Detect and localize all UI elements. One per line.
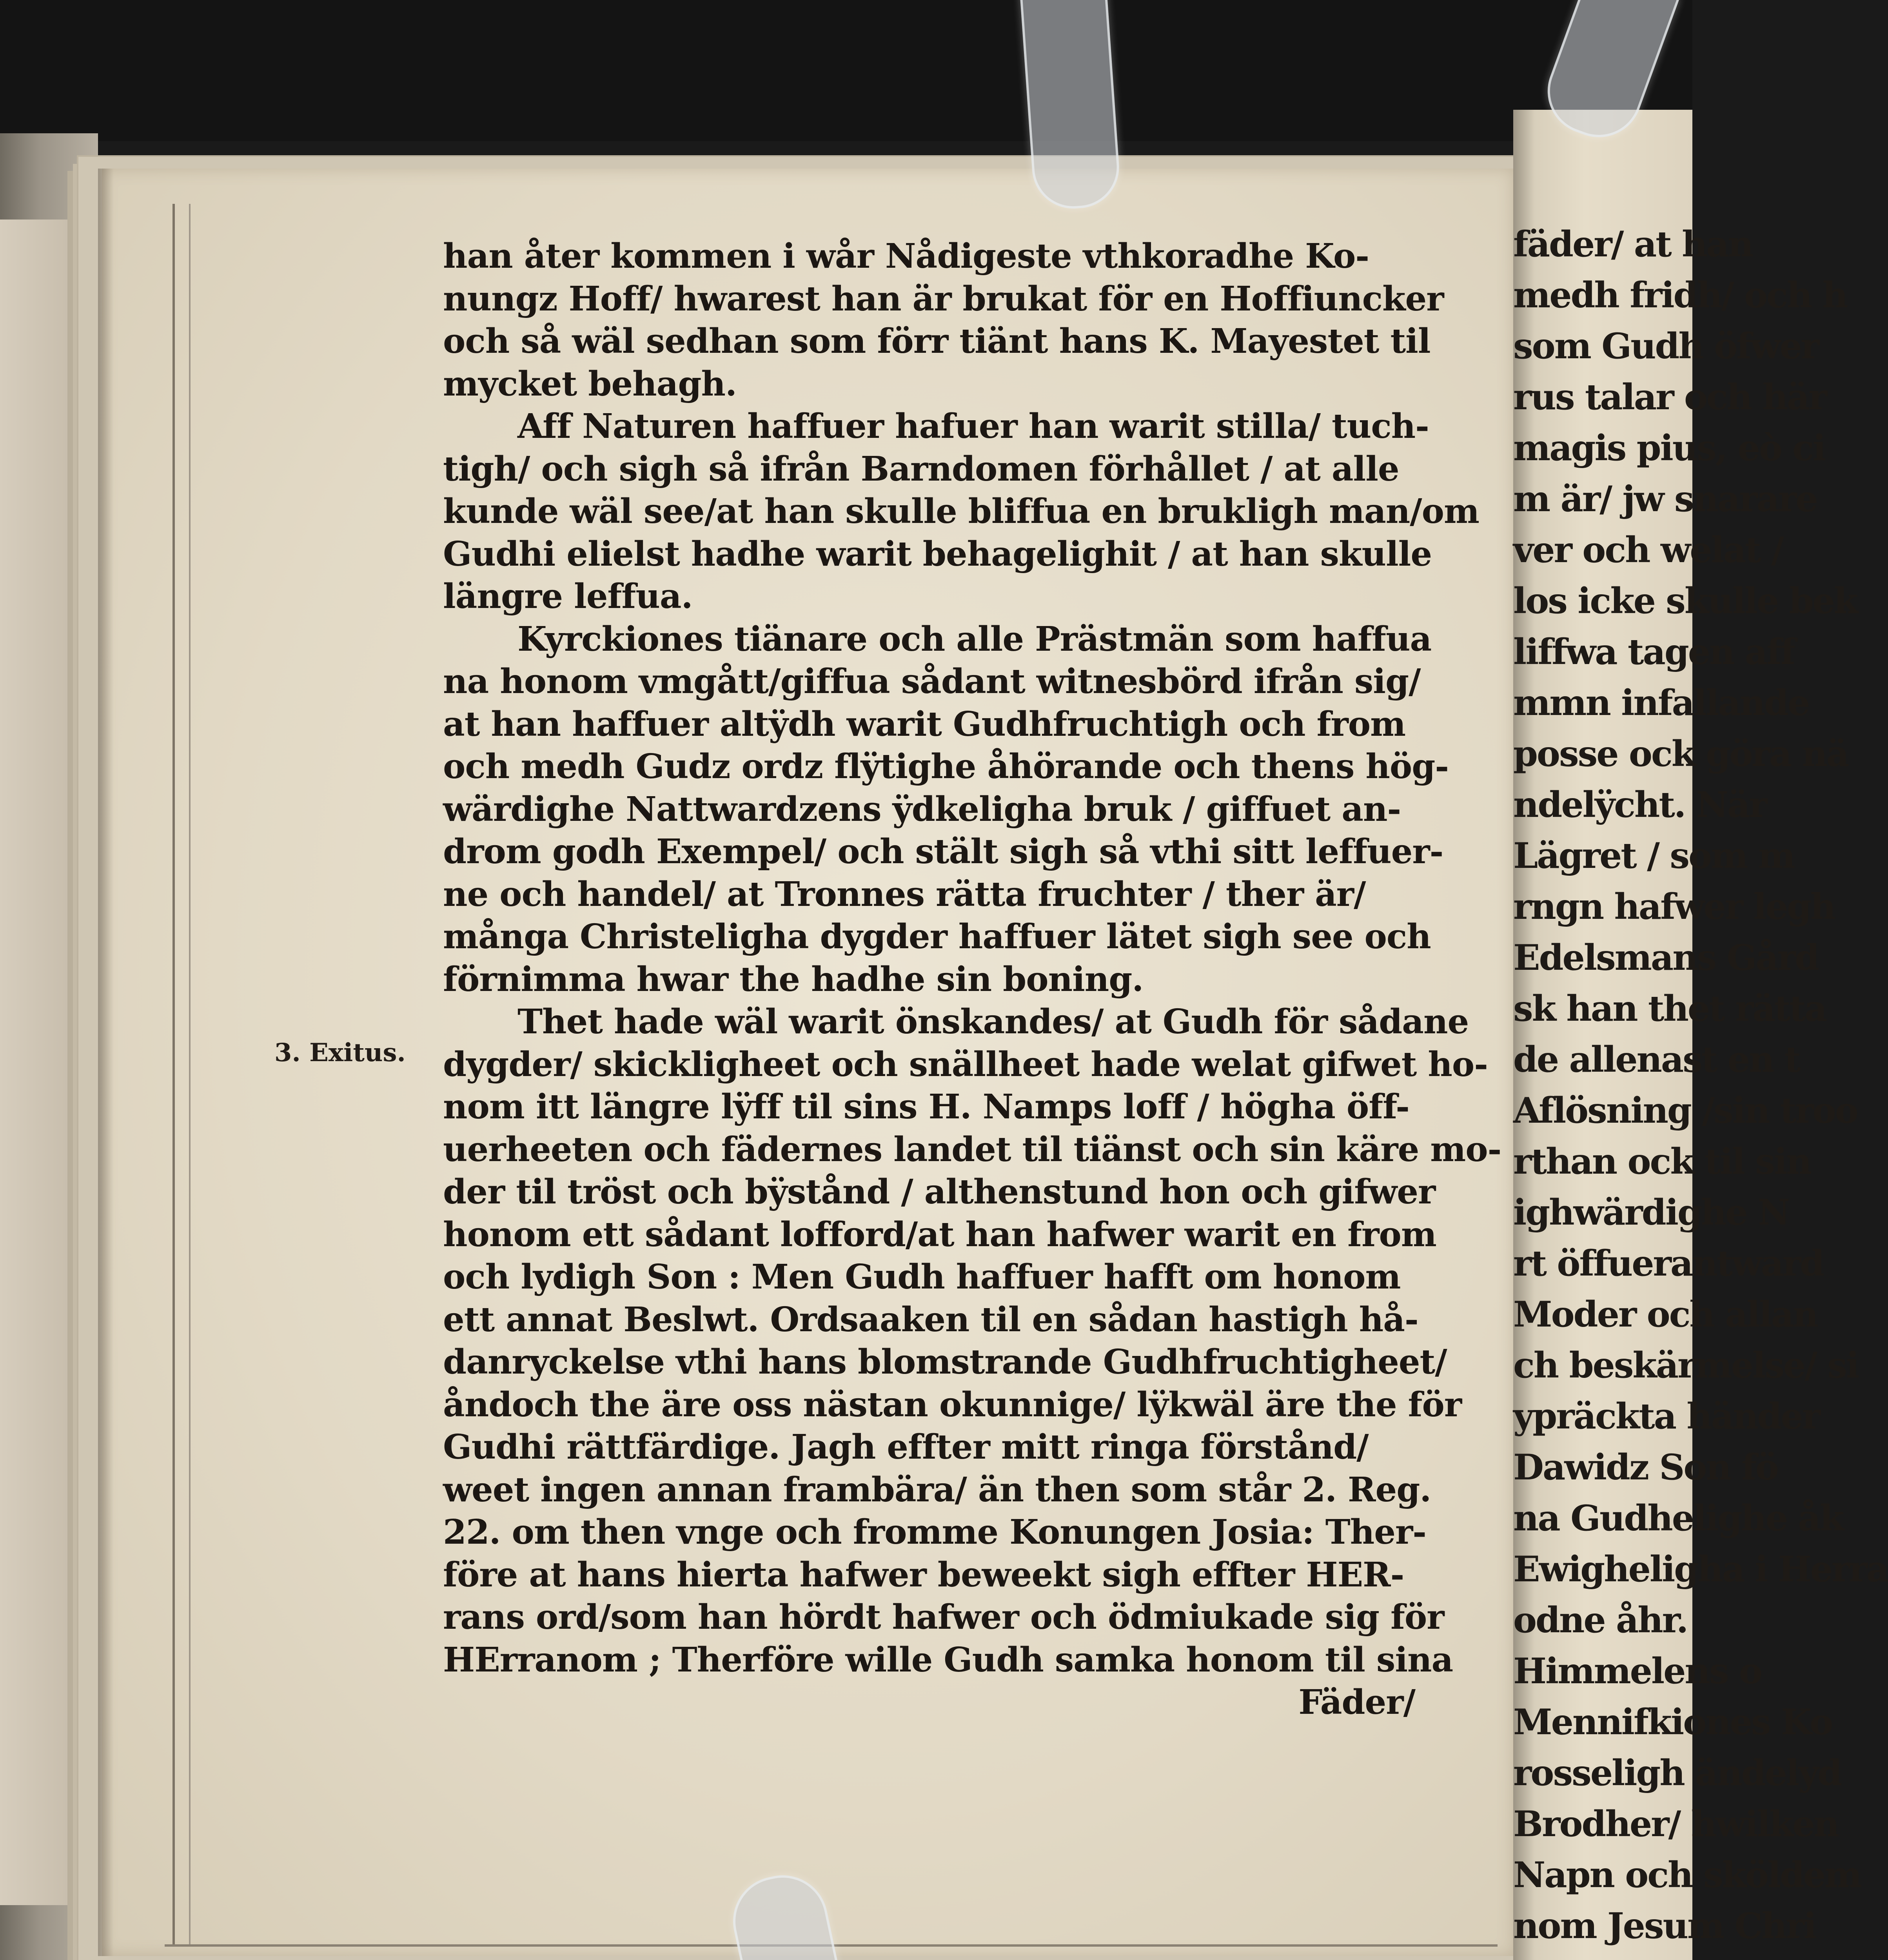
facing-text-line: Brodher/ hwilken bbox=[1513, 1803, 1839, 1845]
facing-text-line: Mennifkiones Ko bbox=[1513, 1701, 1832, 1743]
facing-text-line: rngn hafwer legh bbox=[1513, 886, 1835, 927]
text-line: mycket behagh. bbox=[443, 364, 737, 404]
facing-text-line: medh fridh/ och h bbox=[1513, 274, 1847, 316]
facing-text-line: los icke skulle bek bbox=[1513, 580, 1857, 622]
text-line: och medh Gudz ordz flÿtighe åhörande och thens hög- bbox=[443, 747, 1449, 786]
facing-text-line: Aflösning /sin troo bbox=[1513, 1090, 1857, 1131]
text-line: HErranom ; Therföre wille Gudh samka honom til sina bbox=[443, 1640, 1453, 1680]
text-line: kunde wäl see/at han skulle bliffua en brukligh man/om bbox=[443, 492, 1480, 531]
facing-text-line: Ewigheligha i Herra bbox=[1513, 1548, 1888, 1590]
facing-page bbox=[1513, 110, 1888, 1960]
text-line: danryckelse vthi hans blomstrande Gudhfruchtigheet/ bbox=[443, 1342, 1447, 1382]
text-line: han åter kommen i wår Nådigeste vthkoradhe Ko- bbox=[443, 236, 1369, 276]
facing-text-line: nom Jesum Chri bbox=[1513, 1905, 1816, 1947]
text-line: många Christeligha dygder haffuer lätet sigh see och bbox=[443, 917, 1431, 956]
text-line: Thet hade wäl warit önskandes/ at Gudh för sådane bbox=[517, 1002, 1469, 1042]
text-line: na honom vmgått/giffua sådant witnesbörd ifrån sig/ bbox=[443, 662, 1421, 701]
dark-background bbox=[0, 0, 1692, 141]
facing-text-line: posse ock göra nä bbox=[1513, 733, 1848, 775]
text-line: Aff Naturen haffuer hafuer han warit stilla/ tuch- bbox=[517, 407, 1429, 446]
text-line: Fäder/ bbox=[1298, 1682, 1415, 1722]
text-line: åndoch the äre oss nästan okunnige/ lÿkwäl äre the för bbox=[443, 1385, 1462, 1425]
text-line: Gudhi rättfärdige. Jagh effter mitt ringa förstånd/ bbox=[443, 1427, 1369, 1467]
text-line: uerheeten och fädernes landet til tiänst och sin käre mo- bbox=[443, 1129, 1501, 1169]
text-line: och lydigh Son : Men Gudh haffuer hafft om honom bbox=[443, 1257, 1401, 1297]
facing-text-line: ypräckta händer bbox=[1513, 1396, 1820, 1437]
facing-text-line: rosseligh ändelyd bbox=[1513, 1752, 1841, 1794]
text-line: honom ett sådant lofford/at han hafwer warit en from bbox=[443, 1214, 1436, 1254]
facing-text-line: Moder och allan bbox=[1513, 1294, 1817, 1335]
text-line: ne och handel/ at Tronnes rätta fruchter / ther är/ bbox=[443, 874, 1366, 914]
facing-text-line: na Gudhelighe åk bbox=[1513, 1497, 1843, 1539]
text-line: wärdighe Nattwardzens ÿdkeligha bruk / giffuet an- bbox=[443, 789, 1401, 829]
facing-text-line: rthan ock til sin bbox=[1513, 1141, 1811, 1182]
text-line: nungz Hoff/ hwarest han är brukat för en Hoffiuncker bbox=[443, 279, 1444, 319]
facing-text-line: rus talar och här bbox=[1513, 376, 1826, 418]
text-line: före at hans hierta hafwer beweekt sigh effter HER- bbox=[443, 1555, 1404, 1595]
text-line: 22. om then vnge och fromme Konungen Josia: Ther- bbox=[443, 1512, 1426, 1552]
text-line: dygder/ skickligheet och snällheet hade welat gifwet ho- bbox=[443, 1044, 1488, 1084]
text-line: rans ord/som han hördt hafwer och ödmiukade sig för bbox=[443, 1597, 1444, 1637]
facing-text-line: m är/ jw snarare bbox=[1513, 478, 1817, 520]
facing-text-line: sk han thet rätta bbox=[1513, 988, 1826, 1029]
text-line: Gudhi elielst hadhe warit behagelighit / at han skulle bbox=[443, 534, 1432, 574]
gutter-shadow bbox=[98, 169, 114, 1956]
facing-text-line: mmn infallande bbox=[1513, 682, 1809, 724]
facing-text-line: ndelÿcht. När bbox=[1513, 784, 1766, 826]
page-holder-clip-top bbox=[1019, 0, 1122, 211]
text-line: weet ingen annan frambära/ än then som står 2. Reg. bbox=[443, 1470, 1431, 1510]
facing-text-line: Lägret / som m bbox=[1513, 835, 1794, 877]
page-edge-lines bbox=[172, 204, 191, 1944]
margin-note: 3. Exitus. bbox=[274, 1038, 406, 1067]
text-line: förnimma hwar the hadhe sin boning. bbox=[443, 959, 1144, 999]
facing-text-line: Edelsmans Gård bbox=[1513, 937, 1819, 978]
text-line: och så wäl sedhan som förr tiänt hans K. Mayestet til bbox=[443, 321, 1431, 361]
facing-text-line: ighwärdighe N bbox=[1513, 1192, 1789, 1233]
text-line: at han haffuer altÿdh warit Gudhfruchtigh och from bbox=[443, 704, 1406, 744]
facing-text-line: Himmelens o bbox=[1513, 1650, 1761, 1692]
facing-text-line: Dawidz Son fö bbox=[1513, 1446, 1778, 1488]
text-line: der til tröst och bÿstånd / althenstund hon och gifwer bbox=[443, 1172, 1436, 1212]
facing-text-line: som Gudh öfwer bbox=[1513, 325, 1819, 367]
text-line: Kyrckiones tiänare och alle Prästmän som haffua bbox=[517, 619, 1432, 659]
facing-text-line: de allenast en t bbox=[1513, 1039, 1800, 1080]
page-text-block bbox=[443, 235, 1501, 1724]
text-line: ett annat Beslwt. Ordsaaken til en sådan hastigh hå- bbox=[443, 1299, 1418, 1339]
text-line: tigh/ och sigh så ifrån Barndomen förhållet / at alle bbox=[443, 449, 1399, 489]
facing-text-line: magis pius, eò ci bbox=[1513, 427, 1825, 469]
facing-text-line: Napn och sköldem bbox=[1513, 1854, 1861, 1896]
facing-text-line: ver och welat / bbox=[1513, 529, 1783, 571]
facing-text-line: fäder/ at han bbox=[1513, 223, 1753, 265]
text-line: drom godh Exempel/ och stält sigh så vthi sitt leffuer- bbox=[443, 832, 1443, 871]
text-line: längre leffua. bbox=[443, 577, 693, 616]
facing-text-line: liffwa tagen aff bbox=[1513, 631, 1795, 673]
facing-text-line: ch beskärmelse/ si bbox=[1513, 1345, 1859, 1386]
text-line: nom itt längre lÿff til sins H. Namps loff / högha öff- bbox=[443, 1087, 1409, 1127]
facing-text-line: odne åhr. bbox=[1513, 1599, 1688, 1641]
facing-text-line: rt öffuerantward bbox=[1513, 1243, 1824, 1284]
